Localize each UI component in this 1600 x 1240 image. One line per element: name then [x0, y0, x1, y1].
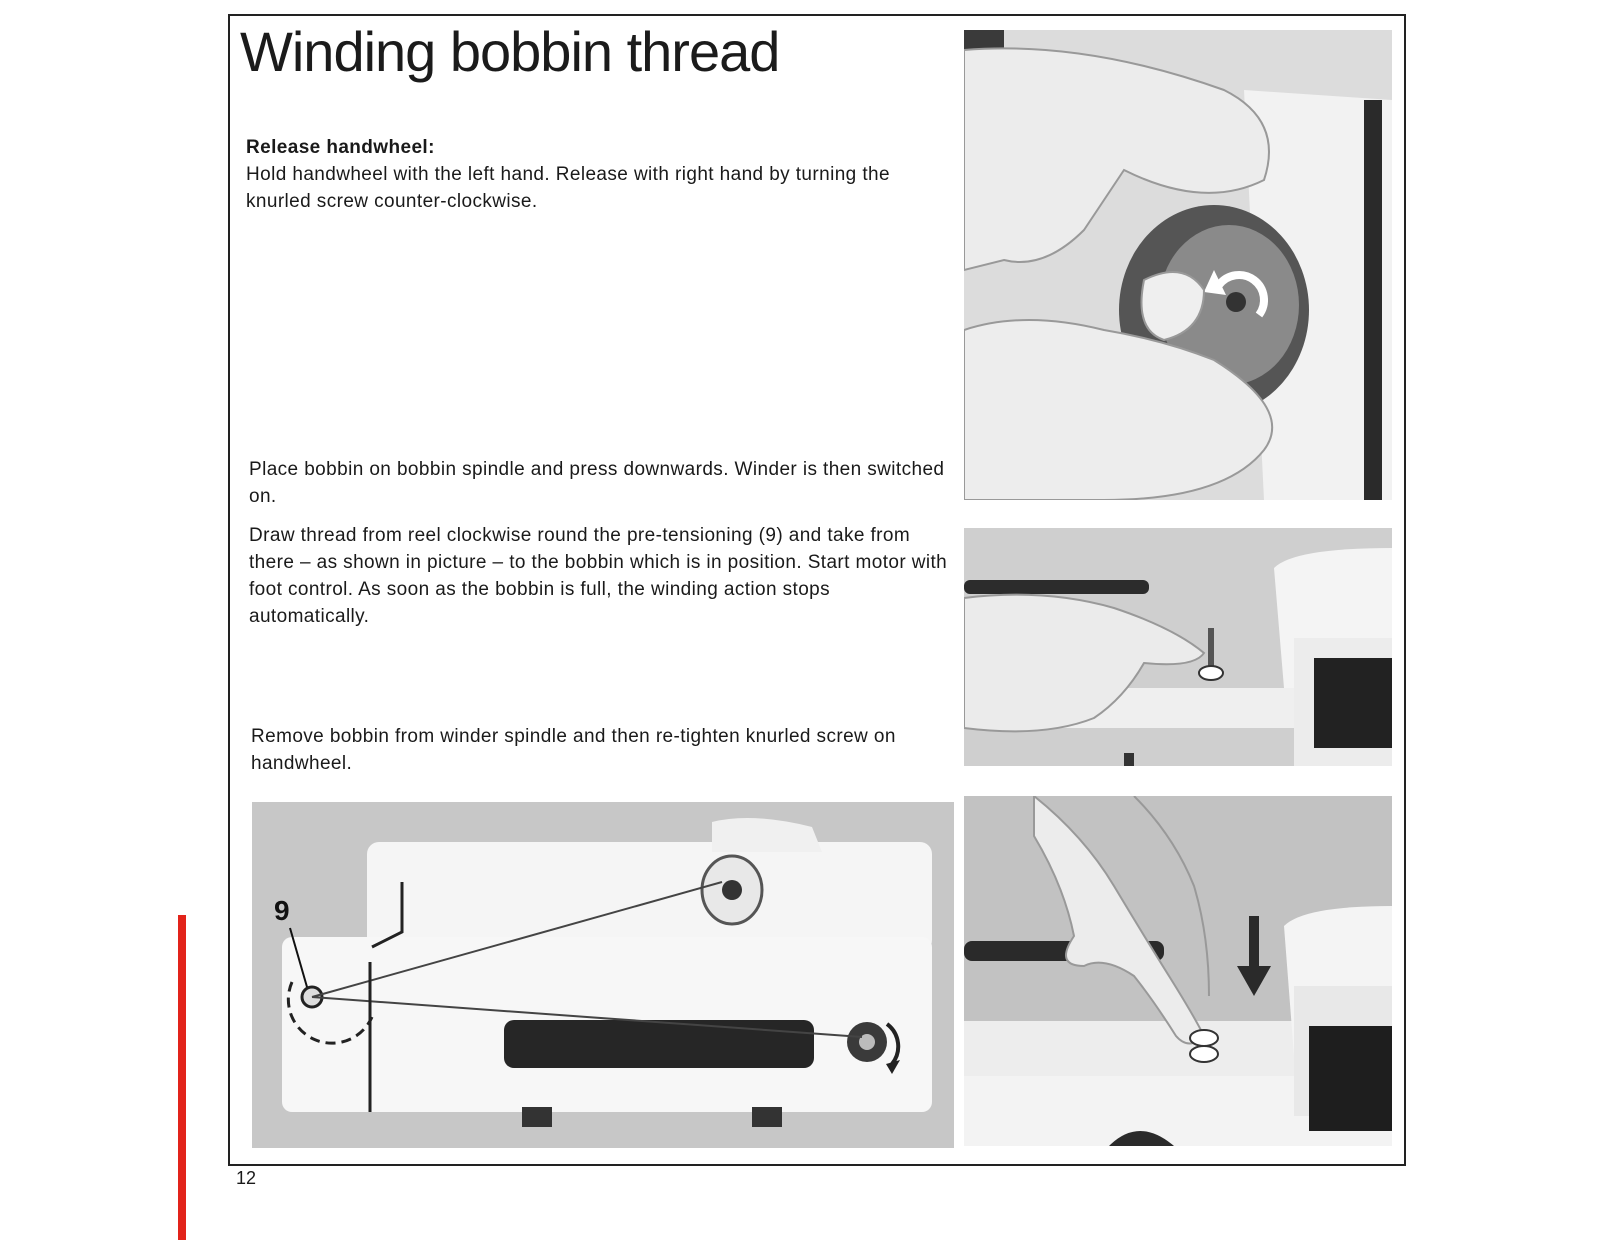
handwheel-release-photo: [964, 30, 1392, 500]
thread-path-machine-photo: [252, 802, 954, 1148]
pretension-callout-label: 9: [274, 895, 290, 926]
page-number: 12: [236, 1168, 257, 1188]
remove-bobbin-text: Remove bobbin from winder spindle and then re-tighten knurled screw on handwheel.: [251, 726, 896, 774]
draw-thread-text: Draw thread from reel clockwise round the pre-tensioning (9) and take from there – as shown in picture – to the bobbin which is in position. Start motor with foot control. As soon as the bobbin is full, the winding action stops automatically.: [249, 525, 948, 627]
release-handwheel-text: Hold handwheel with the left hand. Release with right hand by turning the knurled screw counter-clockwise.: [246, 164, 890, 212]
bobbin-spindle-photo: [964, 528, 1392, 766]
bobbin-press-down-photo: [964, 796, 1392, 1146]
place-bobbin-text: Place bobbin on bobbin spindle and press downwards. Winder is then switched on.: [249, 459, 945, 507]
release-handwheel-section: [246, 134, 946, 215]
page-title: Winding bobbin thread: [240, 20, 780, 83]
red-page-edge: [178, 915, 186, 1240]
release-handwheel-heading: Release handwheel:: [246, 137, 435, 158]
